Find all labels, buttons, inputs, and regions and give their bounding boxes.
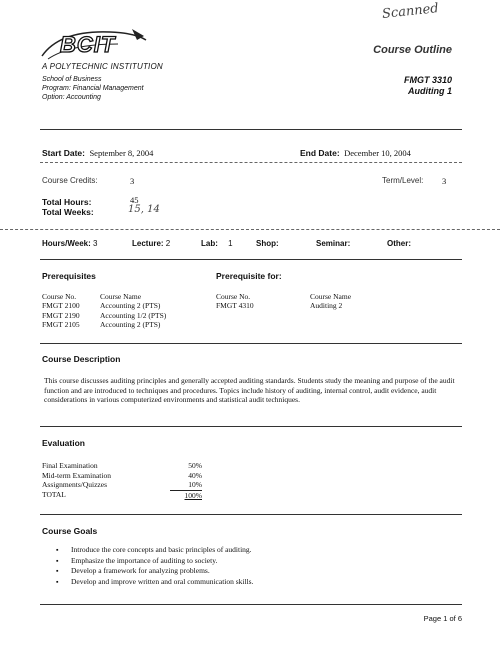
evaluation-item: Mid-term Examination <box>42 470 111 480</box>
evaluation-percentages <box>170 461 202 500</box>
prereq-no: FMGT 2100 <box>42 301 80 310</box>
prereq-col-no: Course No. <box>42 292 77 301</box>
goal-item: ▪ Introduce the core concepts and basic principles of auditing. <box>56 545 253 556</box>
other-label: Other: <box>387 239 411 248</box>
prereq-for-col-no: Course No. <box>216 292 251 301</box>
divider <box>40 343 462 344</box>
institution-tagline: A POLYTECHNIC INSTITUTION <box>42 62 163 71</box>
bcit-logo <box>40 26 150 64</box>
shop-label: Shop: <box>256 239 279 248</box>
logo-text: BCIT <box>60 32 116 57</box>
divider <box>40 129 462 130</box>
divider <box>40 259 462 260</box>
total-weeks-value: 15, 14 <box>128 204 160 215</box>
start-date-label: Start Date: <box>42 148 85 158</box>
lab-value: 1 <box>228 239 233 248</box>
prereq-for-col-name: Course Name <box>310 292 352 301</box>
lecture-value: 2 <box>165 239 171 248</box>
prerequisites-heading: Prerequisites <box>42 271 96 281</box>
prereq-for-name: Auditing 2 <box>310 301 343 310</box>
total-hours-label: Total Hours: <box>42 197 92 207</box>
evaluation-item: Final Examination <box>42 461 98 470</box>
evaluation-heading: Evaluation <box>42 438 85 448</box>
total-weeks-label: Total Weeks: <box>42 207 94 217</box>
end-date <box>300 143 411 161</box>
lab-label: Lab: <box>201 239 218 248</box>
handwritten-stamp: Scanned <box>381 1 440 22</box>
term-level-value: 3 <box>442 176 447 186</box>
prereq-names <box>100 301 166 330</box>
goal-item: ▪ Emphasize the importance of auditing to society. <box>56 556 253 567</box>
term-level-label: Term/Level: <box>382 176 424 185</box>
school-name: School of Business <box>42 76 102 83</box>
option-name: Option: Accounting <box>42 94 101 101</box>
prereq-name: Accounting 2 (PTS) <box>100 320 161 329</box>
prereq-no: FMGT 2105 <box>42 320 80 329</box>
goal-item: ▪ Develop and improve written and oral communication skills. <box>56 577 253 588</box>
page-number: Page 1 of 6 <box>423 614 462 623</box>
course-description-text: This course discusses auditing principles and generally accepted auditing standards. Students study the meaning and purpose of the audit function and are introduced to techniques and procedures. Topics include history of auditing, internal control, audit evidence, audit considerations in various computerized environments and statistical audit techniques. <box>44 376 455 404</box>
evaluation-item: Assignments/Quizzes <box>42 480 107 490</box>
prereq-col-name: Course Name <box>100 292 142 301</box>
course-goals-heading: Course Goals <box>42 526 98 536</box>
program-name: Program: Financial Management <box>42 85 144 92</box>
prereq-for-heading: Prerequisite for: <box>216 271 282 281</box>
lecture-hours <box>132 239 170 248</box>
divider <box>40 162 462 163</box>
end-date-value: December 10, 2004 <box>344 148 411 158</box>
course-credits-value: 3 <box>130 176 135 186</box>
lecture-label: Lecture: <box>132 239 164 248</box>
start-date-value: September 8, 2004 <box>89 148 154 158</box>
prereq-name: Accounting 2 (PTS) <box>100 301 161 310</box>
start-date <box>42 143 153 161</box>
hours-week-value: 3 <box>93 239 98 248</box>
evaluation-items <box>42 461 111 499</box>
course-goals-list <box>56 545 253 587</box>
lab-hours <box>201 239 233 248</box>
hours-per-week <box>42 239 97 248</box>
evaluation-pct: 10% <box>170 480 202 491</box>
prereq-row <box>42 301 80 330</box>
evaluation-pct: 50% <box>188 461 202 470</box>
goal-item: ▪ Develop a framework for analyzing problems. <box>56 566 253 577</box>
prereq-name: Accounting 1/2 (PTS) <box>100 310 167 320</box>
course-credits-label: Course Credits: <box>42 176 98 185</box>
divider <box>40 514 462 515</box>
evaluation-total: 100% <box>184 490 202 500</box>
document-title: Course Outline <box>373 44 452 56</box>
prereq-for-no: FMGT 4310 <box>216 301 254 310</box>
course-description-heading: Course Description <box>42 354 121 364</box>
hours-week-label: Hours/Week: <box>42 239 91 248</box>
divider <box>40 426 462 427</box>
total-hours-value: 45 <box>130 195 139 205</box>
footer-divider <box>40 604 462 605</box>
prereq-no: FMGT 2190 <box>42 310 80 320</box>
course-name: Auditing 1 <box>408 86 452 96</box>
evaluation-item: TOTAL <box>42 489 66 499</box>
evaluation-pct: 40% <box>188 470 202 480</box>
divider <box>0 229 500 230</box>
end-date-label: End Date: <box>300 148 340 158</box>
seminar-label: Seminar: <box>316 239 351 248</box>
course-code: FMGT 3310 <box>403 75 452 85</box>
